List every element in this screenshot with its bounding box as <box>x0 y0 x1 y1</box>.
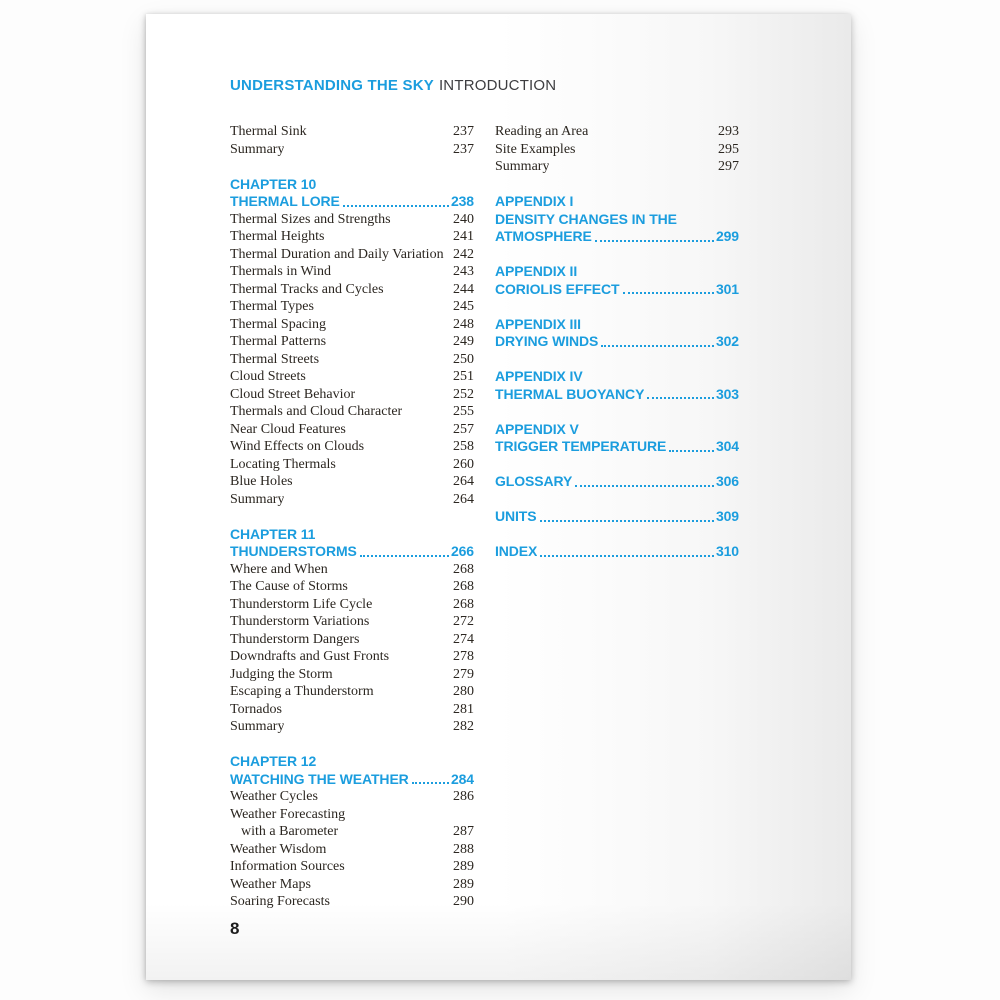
heading-line <box>495 281 739 299</box>
blue-entry <box>495 543 739 561</box>
toc-entry-page: 272 <box>453 614 474 629</box>
toc-entry-title: Thermal Patterns <box>230 334 327 349</box>
toc-entry-page: 255 <box>453 404 474 419</box>
toc-entry <box>230 333 474 351</box>
toc-entry-title: Summary <box>230 491 285 507</box>
heading-line <box>230 771 474 789</box>
heading-page: 301 <box>715 280 739 297</box>
toc-entry <box>230 316 474 334</box>
heading-title: GLOSSARY <box>495 473 573 489</box>
toc-entry-title: Locating Thermals <box>230 456 336 472</box>
heading-line <box>495 543 739 561</box>
toc-entry-page: 237 <box>453 124 474 139</box>
toc-entry-title: Cloud Streets <box>230 369 306 384</box>
appendix-block <box>495 368 739 403</box>
toc-entry <box>230 141 474 159</box>
dot-leader <box>343 205 449 207</box>
toc-entry <box>230 211 474 229</box>
toc-entry <box>230 228 474 246</box>
toc-entry-title: Summary <box>495 159 550 174</box>
toc-entry-title: Near Cloud Features <box>230 421 346 437</box>
toc-entry-page: 248 <box>453 316 474 332</box>
toc-entry <box>495 123 739 141</box>
toc-entry <box>230 666 474 684</box>
heading-line: DENSITY CHANGES IN THE <box>495 210 677 227</box>
toc-entry-page: 243 <box>453 264 474 279</box>
dot-leader <box>601 345 714 347</box>
toc-entry <box>230 648 474 666</box>
chapter-label: CHAPTER 10 <box>230 175 317 192</box>
toc-entry-title: Tornados <box>230 701 282 717</box>
section-title: INTRODUCTION <box>438 77 557 94</box>
toc-entry-title: Judging the Storm <box>230 666 333 682</box>
toc-entry-title: with a Barometer <box>241 824 339 839</box>
toc-entry-title: Thunderstorm Variations <box>230 614 370 629</box>
toc-entry <box>230 491 474 509</box>
toc-entry-page: 281 <box>453 701 474 717</box>
blue-entry <box>495 508 739 526</box>
toc-entry-title: The Cause of Storms <box>230 579 348 594</box>
heading-page: 309 <box>715 508 739 524</box>
toc-entry <box>495 158 739 176</box>
toc-entry <box>230 893 474 911</box>
page-number: 8 <box>230 919 240 938</box>
toc-entry-page: 286 <box>453 789 474 804</box>
heading-title: ATMOSPHERE <box>495 228 592 244</box>
chapter-label: CHAPTER 12 <box>230 753 317 769</box>
toc-entry-page: 244 <box>453 281 474 297</box>
heading-title: INDEX <box>495 543 538 559</box>
toc-entry <box>230 631 474 649</box>
toc-entry-page: 274 <box>453 631 474 647</box>
toc-entry <box>230 403 474 421</box>
heading-line <box>230 193 474 211</box>
toc-entry <box>230 386 474 404</box>
toc-entry-title: Where and When <box>230 561 328 577</box>
toc-entry <box>230 473 474 491</box>
heading-title: DRYING WINDS <box>495 333 599 349</box>
toc-entry-page: 289 <box>453 876 474 892</box>
toc-entry <box>230 701 474 719</box>
toc-entry-page: 250 <box>453 351 474 367</box>
toc-entry <box>230 263 474 281</box>
toc-entry-page: 264 <box>453 474 474 489</box>
heading-page: 310 <box>715 543 739 559</box>
toc-entry-page: 288 <box>453 841 474 857</box>
toc-entry-title: Blue Holes <box>230 474 293 489</box>
toc-entry <box>230 596 474 614</box>
toc-column-left <box>230 123 474 911</box>
appendix-label: APPENDIX I <box>495 193 574 209</box>
dot-leader <box>412 782 449 784</box>
toc-entry <box>230 123 474 141</box>
heading-page: 302 <box>715 333 739 349</box>
toc-entry-page: 268 <box>453 561 474 577</box>
appendix-label: APPENDIX IV <box>495 368 583 384</box>
toc-entry-title: Weather Cycles <box>230 789 318 804</box>
toc-entry-page: 264 <box>453 491 474 507</box>
toc-entry <box>230 858 474 876</box>
heading-page: 304 <box>715 438 739 454</box>
toc-entry-page: 268 <box>453 579 474 594</box>
toc-entry-title: Thunderstorm Dangers <box>230 631 360 647</box>
toc-entry-title: Thermals in Wind <box>230 264 332 279</box>
appendix-block <box>495 263 739 298</box>
toc-entry <box>230 683 474 701</box>
heading-line <box>495 438 739 456</box>
toc-entry-title: Weather Wisdom <box>230 841 327 857</box>
toc-entry <box>230 246 474 264</box>
toc-entry-page: 282 <box>453 719 474 734</box>
toc-entry-title: Thermals and Cloud Character <box>230 404 403 419</box>
appendix-block <box>495 421 739 456</box>
toc-entry-title: Information Sources <box>230 859 345 874</box>
heading-title: THERMAL BUOYANCY <box>495 385 645 402</box>
toc-entry-page: 242 <box>453 246 474 262</box>
toc-column-right <box>495 123 739 911</box>
toc-entry-title: Thermal Spacing <box>230 316 327 332</box>
toc-entry <box>495 141 739 159</box>
toc-entry-page: 237 <box>453 141 474 157</box>
dot-leader <box>669 450 714 452</box>
toc-entry-title: Summary <box>230 719 285 734</box>
toc-entry-title: Thermal Types <box>230 299 314 314</box>
heading-title: THERMAL LORE <box>230 193 340 209</box>
toc-entry-title: Site Examples <box>495 141 576 157</box>
toc-entry-page: 293 <box>718 124 739 139</box>
blue-entry <box>495 473 739 491</box>
dot-leader <box>575 485 714 487</box>
toc-entry-title: Thermal Sizes and Strengths <box>230 211 391 227</box>
heading-title: WATCHING THE WEATHER <box>230 770 409 787</box>
toc-entry-page: 278 <box>453 649 474 664</box>
toc-entry-title: Escaping a Thunderstorm <box>230 684 374 699</box>
dot-leader <box>647 397 714 399</box>
heading-page: 266 <box>450 543 474 559</box>
toc-entry <box>230 841 474 859</box>
toc-entry-title: Thermal Tracks and Cycles <box>230 281 384 297</box>
appendix-label: APPENDIX V <box>495 420 579 437</box>
appendix-label: APPENDIX III <box>495 315 581 332</box>
toc-entry-page: 252 <box>453 386 474 402</box>
chapter-block <box>230 176 474 211</box>
heading-line <box>495 333 739 351</box>
heading-title: UNITS <box>495 508 537 524</box>
toc-entry-page: 279 <box>453 666 474 682</box>
toc-entry-page: 295 <box>718 141 739 157</box>
toc-entry <box>230 438 474 456</box>
toc-entry <box>230 788 474 806</box>
heading-page: 238 <box>450 193 474 209</box>
dot-leader <box>540 520 714 522</box>
heading-page: 299 <box>715 228 739 244</box>
heading-line <box>495 508 739 526</box>
toc-entry-title: Thunderstorm Life Cycle <box>230 596 373 612</box>
appendix-block <box>495 193 739 246</box>
chapter-block <box>230 526 474 561</box>
toc-entry <box>230 421 474 439</box>
book-page <box>146 14 851 980</box>
toc-entry-title: Thermal Heights <box>230 229 325 244</box>
toc-entry <box>230 561 474 579</box>
toc-entry <box>230 281 474 299</box>
book-title: UNDERSTANDING THE SKY <box>230 77 434 94</box>
appendix-label: APPENDIX II <box>495 263 578 279</box>
toc-entry-title: Weather Forecasting <box>230 806 346 822</box>
toc-entry-title: Downdrafts and Gust Fronts <box>230 649 390 664</box>
toc-entry-page: 245 <box>453 299 474 314</box>
heading-title: TRIGGER TEMPERATURE <box>495 438 667 454</box>
toc-entry-title: Reading an Area <box>495 124 589 139</box>
toc-entry-page: 280 <box>453 684 474 699</box>
toc-entry-page: 251 <box>453 369 474 384</box>
heading-line <box>230 543 474 561</box>
toc-entry <box>230 351 474 369</box>
toc-entry <box>230 718 474 736</box>
heading-title: THUNDERSTORMS <box>230 543 357 559</box>
toc-entry <box>230 876 474 894</box>
toc-entry <box>230 613 474 631</box>
heading-line <box>495 228 739 246</box>
toc-entry-page: 290 <box>453 894 474 909</box>
toc-entry <box>230 368 474 386</box>
toc-entry <box>230 806 474 824</box>
heading-page: 284 <box>450 770 474 787</box>
heading-line <box>495 386 739 404</box>
toc-entry-page: 260 <box>453 456 474 472</box>
heading-page: 306 <box>715 473 739 489</box>
toc-entry-page: 287 <box>453 824 474 839</box>
page-header <box>230 77 556 95</box>
toc-entry-page: 268 <box>453 596 474 612</box>
toc-entry-title: Cloud Street Behavior <box>230 386 356 402</box>
toc-entry-title: Thermal Duration and Daily Variation <box>230 246 444 262</box>
heading-title: CORIOLIS EFFECT <box>495 280 620 297</box>
toc-entry <box>230 823 474 841</box>
chapter-block <box>230 753 474 788</box>
dot-leader <box>360 555 449 557</box>
toc-entry-page: 240 <box>453 211 474 227</box>
toc-entry <box>230 456 474 474</box>
dot-leader <box>623 292 714 294</box>
toc-entry <box>230 578 474 596</box>
toc-entry-page: 289 <box>453 859 474 874</box>
toc-entry-title: Wind Effects on Clouds <box>230 439 365 454</box>
toc-entry-page: 249 <box>453 334 474 349</box>
heading-page: 303 <box>715 385 739 402</box>
dot-leader <box>595 240 714 242</box>
heading-line <box>495 473 739 491</box>
toc-entry <box>230 298 474 316</box>
toc-entry-title: Thermal Streets <box>230 351 320 367</box>
toc-entry-page: 241 <box>453 229 474 244</box>
toc-entry-title: Thermal Sink <box>230 124 307 139</box>
appendix-block <box>495 316 739 351</box>
dot-leader <box>540 555 714 557</box>
chapter-label: CHAPTER 11 <box>230 525 316 542</box>
toc-entry-title: Weather Maps <box>230 876 311 892</box>
toc-columns <box>230 123 739 911</box>
toc-entry-title: Summary <box>230 141 285 157</box>
toc-entry-title: Soaring Forecasts <box>230 894 330 909</box>
toc-entry-page: 258 <box>453 439 474 454</box>
toc-entry-page: 297 <box>718 159 739 174</box>
toc-entry-page: 257 <box>453 421 474 437</box>
